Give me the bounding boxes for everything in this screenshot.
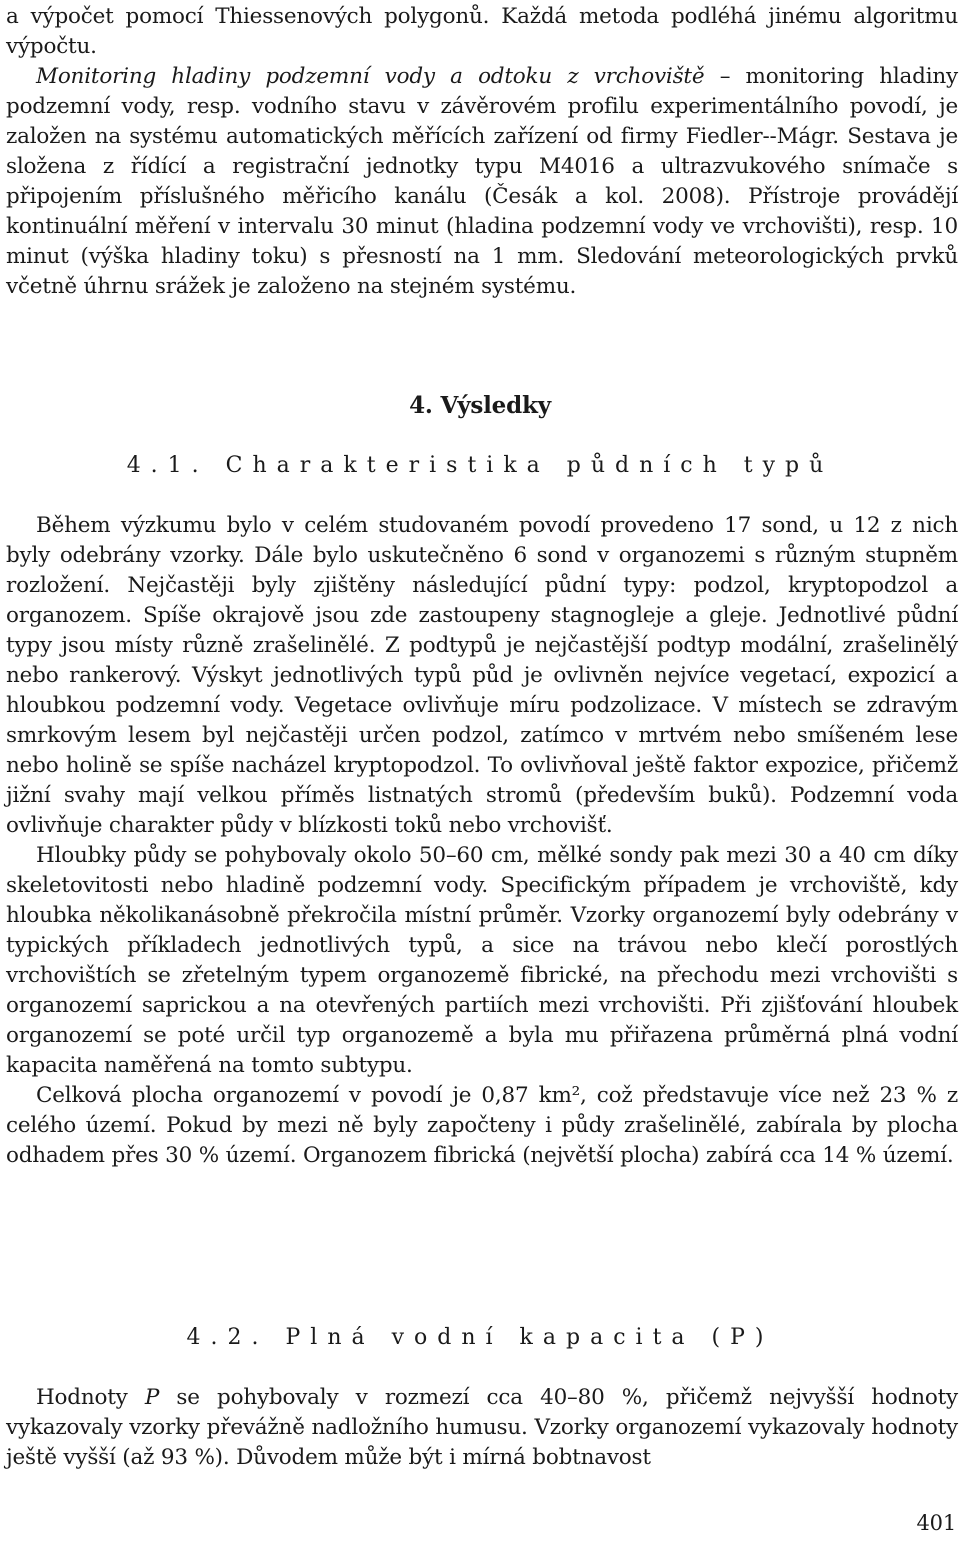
text-span: se pohybovaly v rozmezí cca 40–80 %, přičemž nejvyšší hodnoty vykazovaly vzorky převážně nadložního humusu. Vzorky organozemí vykazovaly hodnoty ještě vyšší (až 93 %). Důvodem může být i mírná bobtnavost (6, 1385, 958, 1470)
section1-text-block (6, 511, 958, 1171)
text-span: – monitoring hladiny podzemní vody, resp. vodního stavu v závěrovém profilu experimentálního povodí, je založen na systému automatických měřících zařízení od firmy Fiedler--Mágr. Sestava je složena z řídící a registrační jednotky typu M4016 a ultrazvukového snímače s připojením příslušného měřicího kanálu (Česák a kol. 2008). Přístroje provádějí kontinuální měření v intervalu 30 minut (hladina podzemní vody ve vrchovišti), resp. 10 minut (výška hladiny toku) s přesností na 1 mm. Sledování meteorologických prvků včetně úhrnu srážek je založeno na stejném systému. (6, 64, 958, 299)
paragraph-water-capacity (6, 1383, 958, 1473)
paragraph-methods-end (6, 2, 958, 62)
paragraph-monitoring (6, 62, 958, 302)
paragraph-organosol-area: Celková plocha organozemí v povodí je 0,87 km², což představuje více než 23 % z celého území. Pokud by mezi ně byly započteny i půdy zrašelinělé, zabírala by plocha odhadem přes 30 % území. Organozem fibrická (největší plocha) zabírá cca 14 % území. (6, 1083, 958, 1168)
text-span: Hodnoty (36, 1385, 145, 1410)
paragraph-soil-depth: Hloubky půdy se pohybovaly okolo 50–60 cm, mělké sondy pak mezi 30 a 40 cm díky skeletovitosti nebo hladině podzemní vody. Specifickým případem je vrchoviště, kdy hloubka několikanásobně překročila místní průměr. Vzorky organozemí byly odebrány v typických příkladech jednotlivých typů, a sice na trávou nebo klečí porostlých vrchovištích se zřetelným typem organozemě fibrické, na přechodu mezi vrchovišti s organozemí saprickou a na otevřených partiích mezi vrchovišti. Při zjišťování hloubek organozemí se poté určil typ organozemě a byla mu přiřazena průměrná plná vodní kapacita naměřená na tomto subtypu. (6, 843, 958, 1078)
page-number: 401 (916, 1511, 956, 1535)
symbol-p: P (144, 1385, 160, 1410)
section2-text-block (6, 1383, 958, 1473)
intro-text-block (6, 2, 958, 302)
paragraph-soil-types: Během výzkumu bylo v celém studovaném povodí provedeno 17 sond, u 12 z nich byly odebrány vzorky. Dále bylo uskutečněno 6 sond v organozemi s různým stupněm rozložení. Nejčastěji byly zjištěny následující půdní typy: podzol, kryptopodzol a organozem. Spíše okrajově jsou zde zastoupeny stagnogleje a gleje. Jednotlivé půdní typy jsou místy různě zrašelinělé. Z podtypů je nejčastější podtyp modální, zrašelinělý nebo rankerový. Výskyt jednotlivých typů půd je ovlivněn nejvíce vegetací, expozicí a hloubkou podzemní vody. Vegetace ovlivňuje míru podzolizace. V místech se zdravým smrkovým lesem byl nejčastěji určen podzol, zatímco v mrtvém nebo smíšeném lese nebo holině se spíše nacházel kryptopodzol. To ovlivňoval ještě faktor expozice, přičemž jižní svahy mají velkou příměs listnatých stromů (především buků). Podzemní voda ovlivňuje charakter půdy v blízkosti toků nebo vrchovišť. (6, 513, 958, 838)
section-heading: 4. Výsledky (409, 392, 551, 419)
italic-lead: Monitoring hladiny podzemní vody a odtoku z vrchoviště (36, 64, 705, 89)
subsection-heading-1: 4.1. Charakteristika půdních typů (126, 453, 834, 478)
text-span: a výpočet pomocí Thiessenových polygonů. Každá metoda podléhá jinému algoritmu výpočtu. (6, 4, 958, 59)
subsection-heading-2: 4.2. Plná vodní kapacita (P) (186, 1325, 774, 1350)
